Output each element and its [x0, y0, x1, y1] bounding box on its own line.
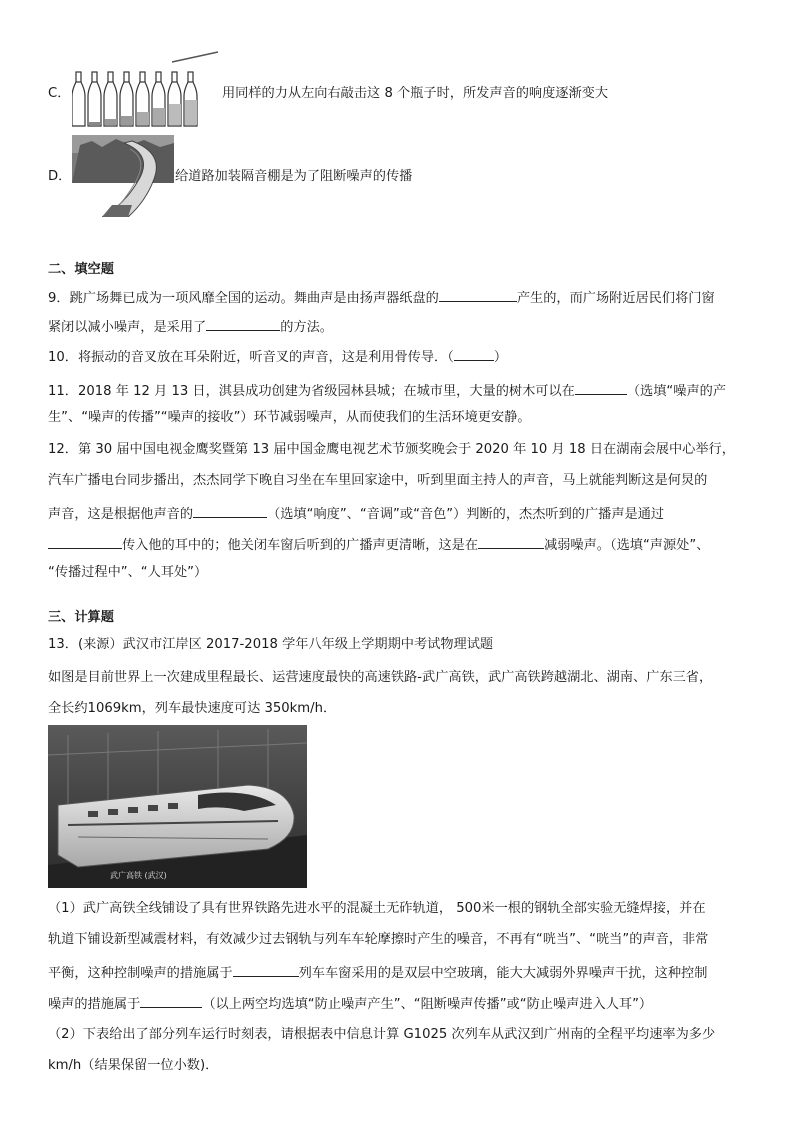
q9-blank-1[interactable] — [439, 287, 517, 302]
question-11-line-2: 生”、“噪声的传播”“噪声的接收”）环节减弱噪声，从而使我们的生活环境更安静。 — [48, 410, 531, 425]
q12-text-e: 传入他的耳中的；他关闭车窗后听到的广播声更清晰，这是在 — [122, 538, 479, 553]
q12-blank-2[interactable] — [48, 534, 122, 549]
option-d-label: D． — [48, 169, 72, 184]
option-c-label: C． — [48, 86, 71, 101]
question-9-line-2 — [48, 316, 333, 337]
q10-blank[interactable] — [454, 346, 494, 361]
q12-blank-1[interactable] — [193, 503, 267, 518]
q9-text-c: 紧闭以减小噪声，是采用了 — [48, 320, 207, 335]
question-12-line-3 — [48, 503, 664, 524]
q13-blank-2[interactable] — [140, 993, 202, 1008]
question-12-line-2: 汽车广播电台同步播出，杰杰同学下晚自习坐在车里回家途中，听到里面主持人的声音，马上就能判断这是何炅的 — [48, 473, 708, 488]
question-13-source: 13．(来源）武汉市江岸区 2017-2018 学年八年级上学期期中考试物理试题 — [48, 637, 494, 652]
question-13-intro-1: 如图是目前世界上一次建成里程最长、运营速度最快的高速铁路-武广高铁，武广高铁跨越湖北、湖南、广东三省， — [48, 670, 713, 685]
q13-text-f: （以上两空均选填“防止噪声产生”、“阻断噪声传播”或“防止噪声进入人耳”） — [202, 997, 653, 1012]
q12-text-c: 声音，这是根据他声音的 — [48, 507, 194, 522]
question-13-part-1-line-4 — [48, 993, 652, 1014]
photo-caption: 武广高铁 (武汉) — [110, 871, 167, 880]
question-10 — [48, 346, 507, 367]
q9-blank-2[interactable] — [206, 316, 280, 331]
q13-blank-1[interactable] — [233, 962, 299, 977]
q13-text-e: 噪声的措施属于 — [48, 997, 141, 1012]
question-13-part-1-line-1: （1）武广高铁全线铺设了具有世界铁路先进水平的混凝土无砟轨道， 500米一根的钢轨全部实验无缝焊接，并在 — [48, 901, 706, 916]
q13-text-c: 平衡，这种控制噪声的措施属于 — [48, 966, 233, 981]
question-11-line-1 — [48, 380, 726, 401]
question-13-intro-2: 全长约1069km，列车最快速度可达 350km/h． — [48, 701, 337, 716]
sound-barrier-image — [72, 135, 174, 217]
question-12-line-1: 12．第 30 届中国电视金鹰奖暨第 13 届中国金鹰电视艺术节颁奖晚会于 2020 年 10 月 18 日在湖南会展中心举行， — [48, 442, 735, 457]
section-2-heading: 二、填空题 — [48, 262, 114, 277]
question-13-part-1-line-3 — [48, 962, 707, 983]
option-c-text: 用同样的力从左向右敲击这 8 个瓶子时，所发声音的响度逐渐变大 — [222, 86, 609, 101]
q12-text-d: （选填“响度”、“音调”或“音色”）判断的，杰杰听到的广播声是通过 — [267, 507, 665, 522]
q9-text-d: 的方法。 — [280, 320, 333, 335]
question-13-part-2-line-1: （2）下表给出了部分列车运行时刻表，请根据表中信息计算 G1025 次列车从武汉到广州南的全程平均速率为多少 — [48, 1027, 716, 1042]
q10-text-a: 10．将振动的音叉放在耳朵附近，听音叉的声音，这是利用骨传导．（ — [48, 350, 454, 365]
high-speed-train-photo — [48, 725, 307, 888]
q13-text-d: 列车车窗采用的是双层中空玻璃，能大大减弱外界噪声干扰，这种控制 — [298, 966, 708, 981]
q9-text-b: 产生的，而广场附近居民们将门窗 — [516, 291, 715, 306]
question-12-line-5: “传播过程中”、“人耳处”） — [48, 565, 208, 580]
q9-text-a: 9．跳广场舞已成为一项风靡全国的运动。舞曲声是由扬声器纸盘的 — [48, 291, 439, 306]
section-3-heading: 三、计算题 — [48, 610, 114, 625]
bottles-image — [72, 50, 222, 130]
q11-text-b: （选填“噪声的产 — [626, 384, 727, 399]
q11-text-a: 11．2018 年 12 月 13 日，淇县成功创建为省级园林县城；在城市里，大量的树木可以在 — [48, 384, 575, 399]
option-d-text: 给道路加装隔音棚是为了阻断噪声的传播 — [175, 169, 413, 184]
question-13-part-1-line-2: 轨道下铺设新型减震材料，有效减少过去钢轨与列车车轮摩擦时产生的噪音，不再有“咣当”、“咣当”的声音，非常 — [48, 932, 709, 947]
question-9-line-1 — [48, 287, 715, 308]
q10-text-b: ） — [493, 350, 507, 365]
q12-blank-3[interactable] — [478, 534, 544, 549]
train-illustration — [48, 725, 307, 888]
question-12-line-4 — [48, 534, 709, 555]
q12-text-f: 减弱噪声。（选填“声源处”、 — [544, 538, 710, 553]
question-13-part-2-line-2: km/h（结果保留一位小数)． — [48, 1058, 219, 1073]
q11-blank[interactable] — [575, 380, 627, 395]
